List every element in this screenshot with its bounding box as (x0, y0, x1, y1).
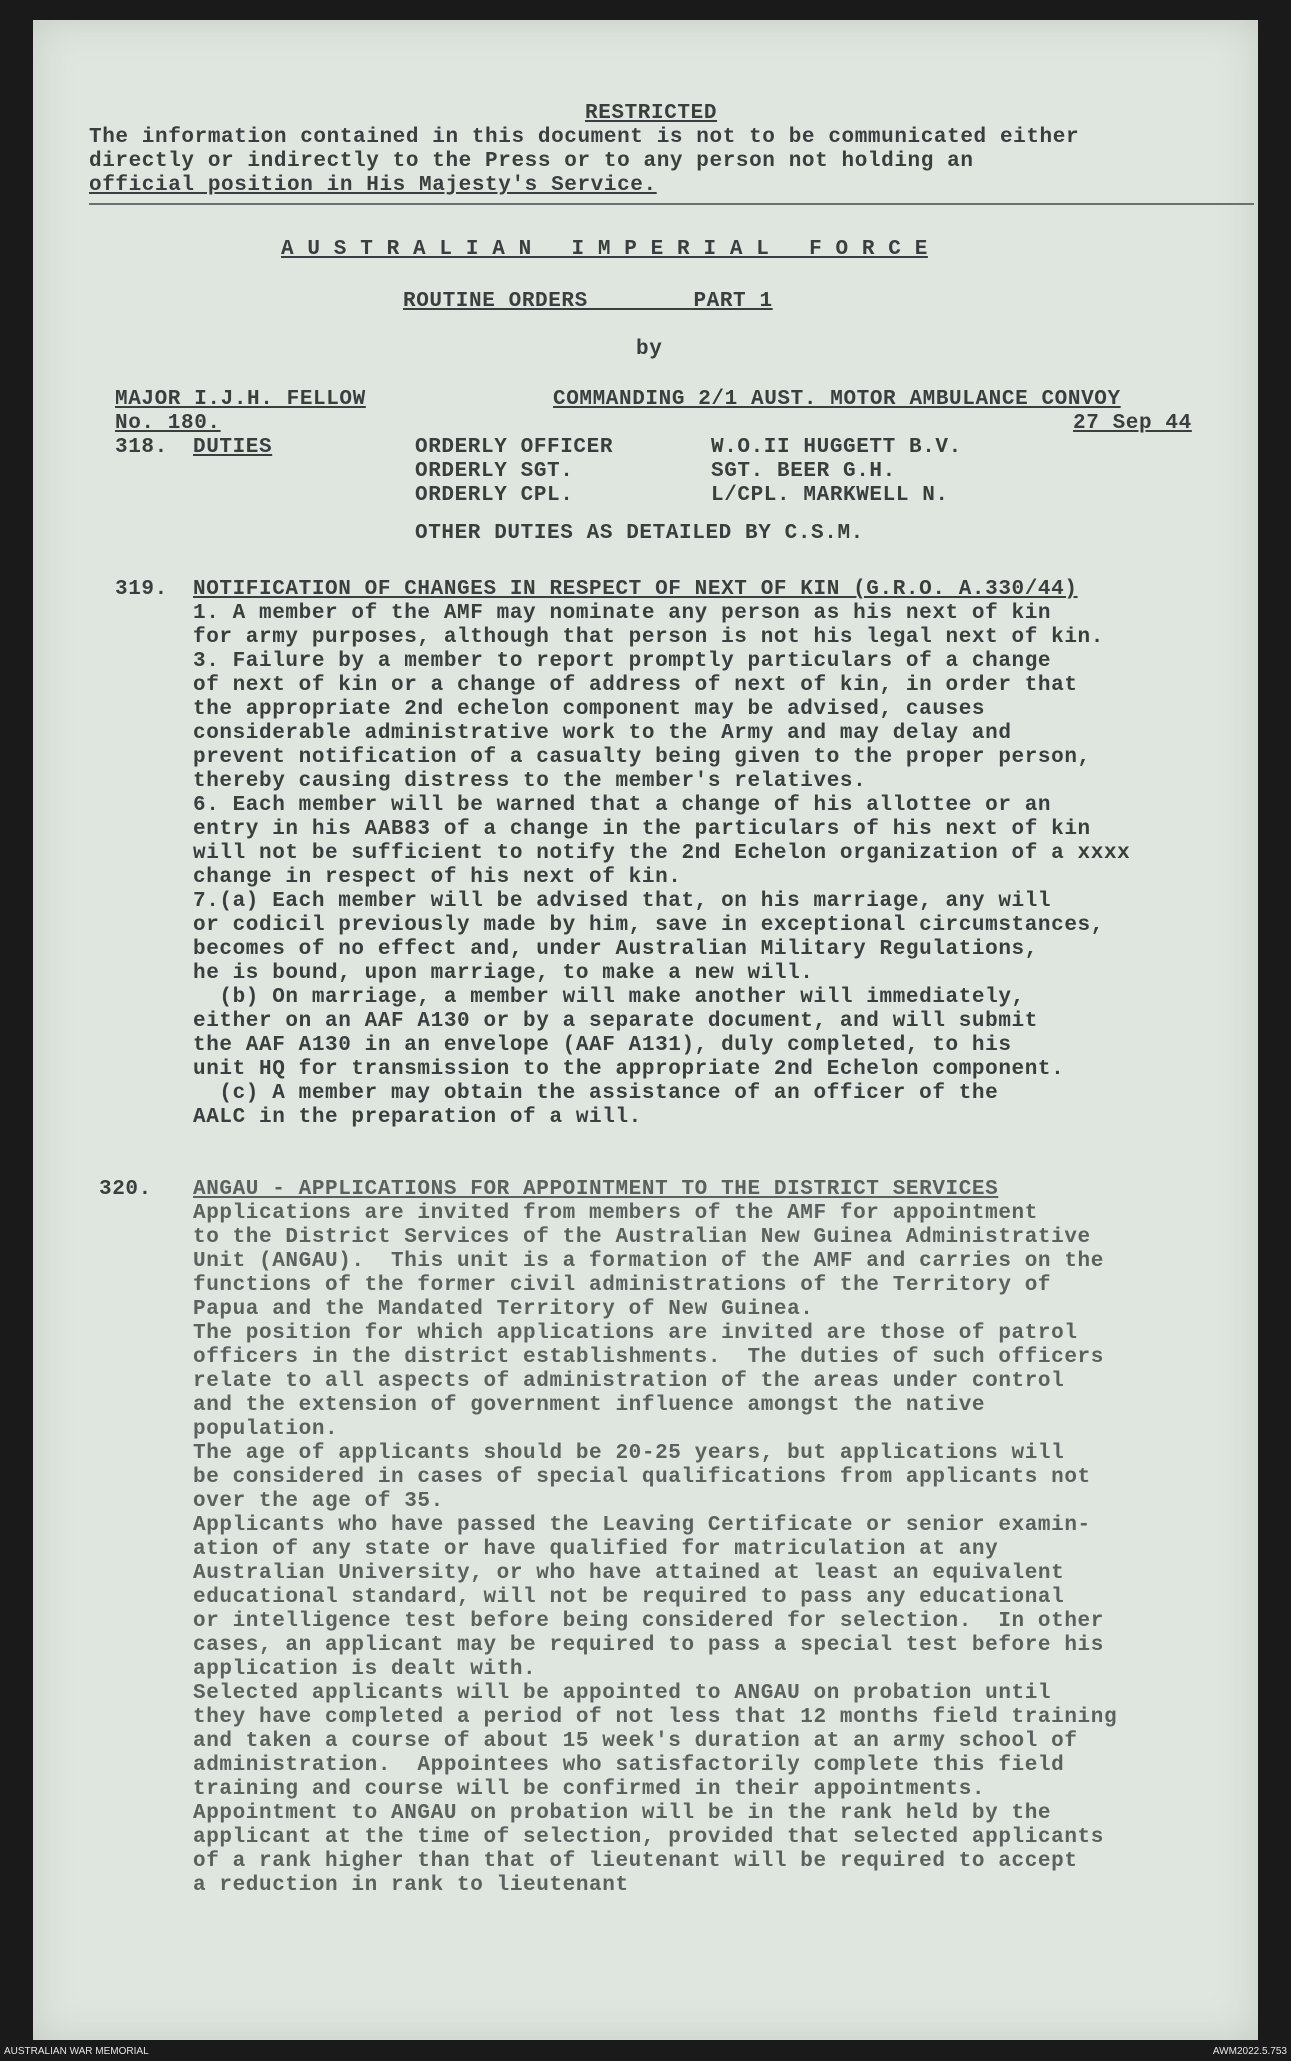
body-line: and the extension of government influence amongst the native (193, 1394, 986, 1417)
notice-line-3: official position in His Majesty's Service. (89, 174, 657, 197)
body-line: 3. Failure by a member to report promptly particulars of a change (193, 650, 1052, 673)
body-line: The age of applicants should be 20-25 years, but applications will (193, 1442, 1065, 1465)
item-320-number: 320. (99, 1178, 152, 1201)
body-line: becomes of no effect and, under Australian Military Regulations, (193, 938, 1038, 961)
body-line: 1. A member of the AMF may nominate any person as his next of kin (193, 602, 1052, 625)
commanding-unit: COMMANDING 2/1 AUST. MOTOR AMBULANCE CONVOY (553, 388, 1121, 411)
body-line: or codicil previously made by him, save in exceptional circumstances, (193, 914, 1104, 937)
body-line: Australian University, or who have attained at least an equivalent (193, 1562, 1065, 1585)
body-line: educational standard, will not be required to pass any educational (193, 1586, 1065, 1609)
notice-line-1: The information contained in this document is not to be communicated either (89, 126, 1080, 149)
body-line: ation of any state or have qualified for matriculation at any (193, 1538, 999, 1561)
body-line: a reduction in rank to lieutenant (193, 1874, 629, 1897)
duty-name: W.O.II HUGGETT B.V. (711, 436, 962, 459)
body-line: considerable administrative work to the Army and may delay and (193, 722, 1012, 745)
body-line: cases, an applicant may be required to pass a special test before his (193, 1634, 1104, 1657)
footer-right: AWM2022.5.753 (1212, 2046, 1287, 2057)
major-name: MAJOR I.J.H. FELLOW (115, 388, 366, 411)
item-319-title: NOTIFICATION OF CHANGES IN RESPECT OF NEXT OF KIN (G.R.O. A.330/44) (193, 578, 1078, 601)
body-line: AALC in the preparation of a will. (193, 1106, 642, 1129)
body-line: to the District Services of the Australian New Guinea Administrative (193, 1226, 1091, 1249)
duty-role: ORDERLY SGT. (415, 460, 574, 483)
by-label: by (636, 338, 663, 361)
body-line: Applicants who have passed the Leaving Certificate or senior examin- (193, 1514, 1091, 1537)
body-line: of next of kin or a change of address of next of kin, in order that (193, 674, 1078, 697)
notice-underline (89, 203, 1254, 205)
body-line: officers in the district establishments. The duties of such officers (193, 1346, 1104, 1369)
body-line: be considered in cases of special qualifications from applicants not (193, 1466, 1091, 1489)
body-line: Unit (ANGAU). This unit is a formation of the AMF and carries on the (193, 1250, 1104, 1273)
body-line: either on an AAF A130 or by a separate document, and will submit (193, 1010, 1038, 1033)
body-line: 7.(a) Each member will be advised that, on his marriage, any will (193, 890, 1052, 913)
item-320-title: ANGAU - APPLICATIONS FOR APPOINTMENT TO THE DISTRICT SERVICES (193, 1178, 999, 1201)
body-line: prevent notification of a casualty being given to the proper person, (193, 746, 1091, 769)
body-line: thereby causing distress to the member's relatives. (193, 770, 867, 793)
document-page (33, 20, 1258, 2040)
body-line: or intelligence test before being considered for selection. In other (193, 1610, 1104, 1633)
routine-orders-title: ROUTINE ORDERS PART 1 (403, 290, 773, 313)
body-line: the AAF A130 in an envelope (AAF A131), duly completed, to his (193, 1034, 1012, 1057)
body-line: change in respect of his next of kin. (193, 866, 682, 889)
body-line: Applications are invited from members of the AMF for appointment (193, 1202, 1038, 1225)
body-line: unit HQ for transmission to the appropriate 2nd Echelon component. (193, 1058, 1065, 1081)
notice-line-2: directly or indirectly to the Press or to any person not holding an (89, 150, 974, 173)
body-line: 6. Each member will be warned that a change of his allottee or an (193, 794, 1052, 817)
body-line: of a rank higher than that of lieutenant will be required to accept (193, 1850, 1078, 1873)
body-line: entry in his AAB83 of a change in the particulars of his next of kin (193, 818, 1091, 841)
body-line: Papua and the Mandated Territory of New Guinea. (193, 1298, 814, 1321)
duty-name: SGT. BEER G.H. (711, 460, 896, 483)
body-line: will not be sufficient to notify the 2nd Echelon organization of a xxxx (193, 842, 1131, 865)
body-line: (c) A member may obtain the assistance of an officer of the (193, 1082, 999, 1105)
body-line: they have completed a period of not less that 12 months field training (193, 1706, 1118, 1729)
body-line: functions of the former civil administrations of the Territory of (193, 1274, 1052, 1297)
body-line: applicant at the time of selection, provided that selected applicants (193, 1826, 1104, 1849)
body-line: application is dealt with. (193, 1658, 537, 1681)
body-line: and taken a course of about 15 week's duration at an army school of (193, 1730, 1078, 1753)
body-line: (b) On marriage, a member will make another will immediately, (193, 986, 1025, 1009)
body-line: Selected applicants will be appointed to ANGAU on probation until (193, 1682, 1052, 1705)
body-line: relate to all aspects of administration of the areas under control (193, 1370, 1065, 1393)
item-318-number: 318. (115, 436, 168, 459)
duty-name: L/CPL. MARKWELL N. (711, 484, 949, 507)
order-date: 27 Sep 44 (1073, 412, 1192, 435)
duty-role: ORDERLY OFFICER (415, 436, 614, 459)
restricted-heading: RESTRICTED (585, 102, 718, 125)
body-line: the appropriate 2nd echelon component may be advised, causes (193, 698, 986, 721)
body-line: population. (193, 1418, 339, 1441)
force-title: A U S T R A L I A N I M P E R I A L F O R C E (281, 238, 928, 261)
order-number: No. 180. (115, 412, 221, 435)
item-318-title: DUTIES (193, 436, 273, 459)
body-line: The position for which applications are invited are those of patrol (193, 1322, 1078, 1345)
body-line: over the age of 35. (193, 1490, 444, 1513)
item-319-number: 319. (115, 578, 168, 601)
body-line: Appointment to ANGAU on probation will be in the rank held by the (193, 1802, 1052, 1825)
body-line: administration. Appointees who satisfactorily complete this field (193, 1754, 1065, 1777)
body-line: for army purposes, although that person is not his legal next of kin. (193, 626, 1104, 649)
duty-role: ORDERLY CPL. (415, 484, 574, 507)
body-line: training and course will be confirmed in their appointments. (193, 1778, 986, 1801)
other-duties: OTHER DUTIES AS DETAILED BY C.S.M. (415, 522, 864, 545)
body-line: he is bound, upon marriage, to make a new will. (193, 962, 814, 985)
footer-left: AUSTRALIAN WAR MEMORIAL (4, 2046, 149, 2057)
